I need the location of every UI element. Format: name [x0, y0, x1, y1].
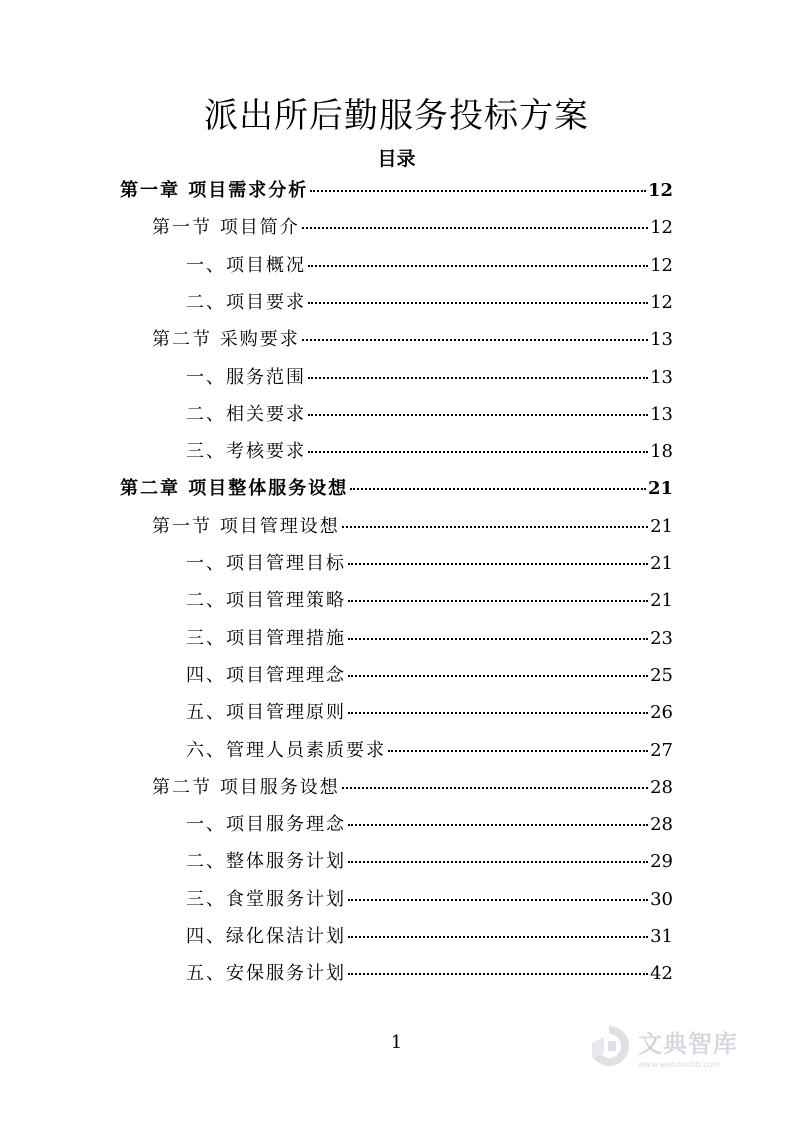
toc-entry[interactable]	[120, 474, 673, 504]
toc-entry[interactable]	[186, 400, 673, 430]
toc-dot-leader	[348, 712, 648, 714]
toc-entry-page: 28	[650, 776, 673, 798]
toc-dot-leader	[348, 936, 648, 938]
toc-dot-leader	[348, 638, 648, 640]
watermark-brand: 文典智库	[638, 1029, 738, 1058]
toc-entry-label: 五、项目管理原则	[186, 702, 346, 724]
toc-entry[interactable]	[186, 363, 673, 393]
toc-entry[interactable]	[120, 176, 673, 206]
toc-entry-page: 29	[650, 851, 673, 873]
toc-entry[interactable]	[186, 959, 673, 989]
toc-entry-page: 18	[650, 441, 673, 463]
toc-dot-leader	[308, 265, 648, 267]
toc-entry-page: 12	[650, 217, 673, 239]
toc-entry[interactable]	[186, 288, 673, 318]
toc-dot-leader	[388, 750, 648, 752]
toc-entry[interactable]	[186, 251, 673, 281]
toc-dot-leader	[348, 861, 648, 863]
toc-entry[interactable]	[186, 661, 673, 691]
toc-entry-label: 五、安保服务计划	[186, 963, 346, 985]
toc-entry-page: 21	[650, 553, 673, 574]
toc-entry-page: 23	[650, 627, 673, 649]
toc-dot-leader	[302, 339, 648, 341]
toc-entry[interactable]	[152, 512, 673, 542]
watermark-url: www.wendoulib.com	[638, 1059, 721, 1069]
toc-dot-leader	[350, 488, 646, 490]
toc-entry[interactable]	[152, 773, 673, 803]
toc-dot-leader	[308, 414, 648, 416]
toc-heading: 目录	[377, 148, 416, 170]
toc-entry-page: 12	[650, 254, 673, 276]
document-title: 派出所后勤服务投标方案	[204, 96, 589, 136]
toc-entry[interactable]	[186, 437, 673, 467]
toc-entry[interactable]	[152, 213, 673, 243]
toc-dot-leader	[348, 675, 648, 677]
toc-entry[interactable]	[186, 586, 673, 616]
toc-entry-page: 13	[650, 329, 673, 351]
toc-entry-label: 四、绿化保洁计划	[186, 926, 346, 947]
toc-entry-page: 21	[650, 590, 673, 612]
toc-entry[interactable]	[152, 325, 673, 355]
toc-entry-label: 三、考核要求	[186, 441, 306, 463]
toc-dot-leader	[342, 787, 648, 789]
toc-entry-page: 30	[650, 888, 673, 910]
toc-entry-label: 三、项目管理措施	[186, 627, 346, 649]
toc-entry-page: 42	[650, 963, 673, 985]
toc-entry-page: 12	[650, 291, 673, 313]
toc-entry-label: 第二节 项目服务设想	[152, 776, 340, 798]
toc-entry[interactable]	[186, 549, 673, 579]
toc-entry[interactable]	[186, 698, 673, 728]
toc-entry-page: 31	[650, 926, 673, 947]
toc-entry[interactable]	[186, 885, 673, 915]
toc-entry-page: 21	[647, 478, 673, 500]
toc-dot-leader	[308, 451, 648, 453]
toc-dot-leader	[348, 563, 648, 565]
toc-entry-page: 25	[650, 664, 673, 686]
toc-entry-label: 二、相关要求	[186, 403, 306, 425]
toc-entry[interactable]	[186, 847, 673, 877]
toc-entry-page: 26	[650, 702, 673, 724]
toc-entry-page: 13	[650, 366, 673, 388]
toc-entry-label: 第二章 项目整体服务设想	[120, 478, 349, 500]
toc-dot-leader	[348, 973, 648, 975]
page-number: 1	[390, 1032, 403, 1053]
toc-dot-leader	[348, 824, 648, 826]
toc-dot-leader	[308, 377, 648, 379]
toc-dot-leader	[348, 600, 648, 602]
toc-entry-label: 一、项目概况	[186, 254, 306, 276]
toc-dot-leader	[310, 190, 646, 192]
toc-entry[interactable]	[186, 810, 673, 840]
toc-entry-label: 二、项目要求	[186, 291, 306, 313]
toc-dot-leader	[348, 899, 648, 901]
toc-entry-page: 27	[650, 739, 673, 761]
toc-entry-label: 第一节 项目简介	[152, 217, 300, 239]
toc-entry-label: 六、管理人员素质要求	[186, 739, 386, 761]
toc-entry[interactable]	[186, 624, 673, 654]
toc-entry-page: 12	[647, 180, 673, 201]
toc-entry[interactable]	[186, 922, 673, 952]
toc-entry-page: 21	[650, 515, 673, 537]
toc-entry-label: 第一节 项目管理设想	[152, 515, 340, 537]
toc-entry-label: 三、食堂服务计划	[186, 888, 346, 910]
toc-entry-page: 13	[650, 403, 673, 425]
toc-entry-label: 一、项目服务理念	[186, 814, 346, 836]
toc-entry-label: 一、项目管理目标	[186, 553, 346, 574]
toc-entry-label: 第二节 采购要求	[152, 329, 300, 351]
toc-entry-label: 四、项目管理理念	[186, 664, 346, 686]
logo-icon	[586, 1023, 632, 1069]
toc-entry-page: 28	[650, 814, 673, 836]
toc-entry-label: 第一章 项目需求分析	[120, 180, 309, 201]
toc-dot-leader	[302, 227, 648, 229]
toc-dot-leader	[308, 302, 648, 304]
toc-entry-label: 二、整体服务计划	[186, 851, 346, 873]
watermark	[586, 1016, 756, 1076]
toc-dot-leader	[342, 526, 648, 528]
toc-entry-label: 二、项目管理策略	[186, 590, 346, 612]
toc-entry[interactable]	[186, 736, 673, 766]
toc-entry-label: 一、服务范围	[186, 366, 306, 388]
